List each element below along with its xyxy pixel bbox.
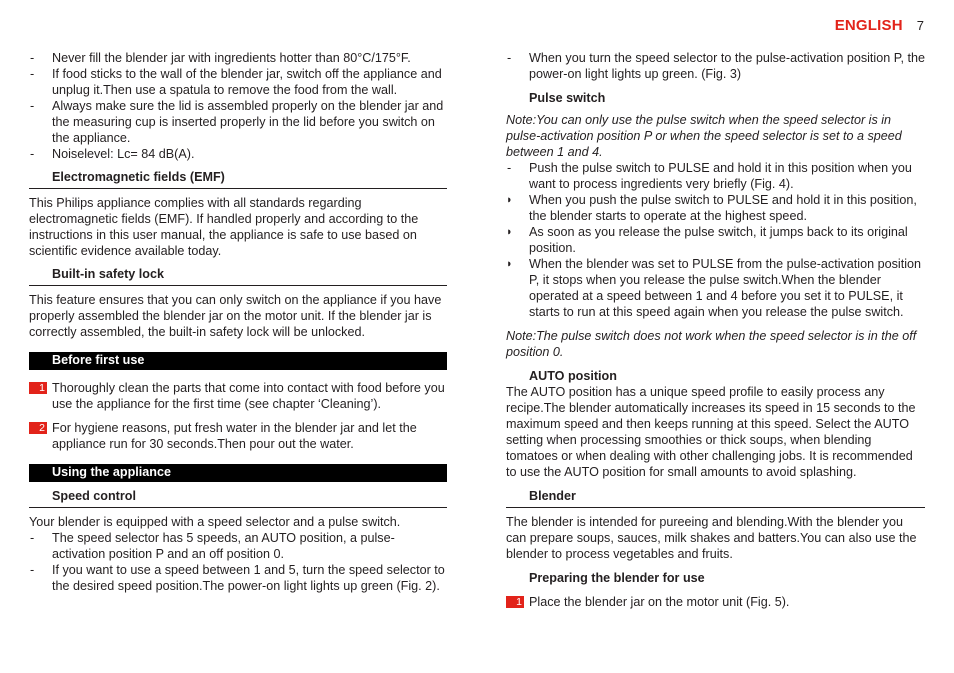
bullet-item [506, 224, 925, 256]
using-appliance-bar: Using the appliance [29, 464, 447, 482]
preparing-heading: Preparing the blender for use [529, 571, 705, 585]
page-header [835, 17, 924, 34]
step-number-badge: 1 [29, 382, 47, 394]
pulse-note: Note:You can only use the pulse switch when the speed selector is in pulse-activation position P or when the speed selector is set to a speed between 1 and 4. [506, 113, 902, 159]
speed-control-heading: Speed control [29, 488, 447, 508]
step-item [29, 380, 447, 412]
auto-position-heading: AUTO position [529, 369, 617, 383]
dash-item: - Always make sure the lid is assembled properly on the blender jar and the measuring cup is inserted properly in the lid before you switch on the appliance. [29, 98, 447, 146]
triangle-bullet-icon: ◗ [506, 258, 513, 270]
dash-item: - Push the pulse switch to PULSE and hold it in this position when you want to process ingredients very briefly (Fig. 4). [506, 160, 925, 192]
step-number-badge: 1 [506, 596, 524, 608]
step-item [29, 420, 447, 452]
triangle-bullet-icon: ◗ [506, 194, 513, 206]
dash-item: - Noiselevel: Lc= 84 dB(A). [29, 146, 447, 162]
safety-lock-paragraph: This feature ensures that you can only switch on the appliance if you have properly assembled the blender jar on the motor unit. If the blender jar is correctly assembled, the built-in safety lock will be unlocked. [29, 293, 442, 339]
safety-lock-heading: Built-in safety lock [29, 266, 447, 286]
page-number: 7 [916, 18, 924, 33]
dash-item: - If you want to use a speed between 1 and 5, turn the speed selector to the desired speed position.The power-on light lights up green (Fig. 2). [29, 562, 447, 594]
language-label: ENGLISH [834, 17, 903, 34]
bullet-text: When you push the pulse switch to PULSE and hold it in this position, the blender starts to operate at the highest speed. [529, 193, 917, 223]
speed-paragraph: Your blender is equipped with a speed selector and a pulse switch. [29, 515, 401, 529]
bullet-text: As soon as you release the pulse switch, it jumps back to its original position. [529, 225, 908, 255]
bullet-text: When the blender was set to PULSE from the pulse-activation position P, it stops when you release the pulse switch.When the blender operated at a speed between 1 and 4 before you set it to PULSE, it starts to run at this speed again when you release the pulse switch. [529, 257, 922, 319]
bullet-item [506, 192, 925, 224]
emf-heading: Electromagnetic fields (EMF) [29, 169, 447, 189]
step-text: Thoroughly clean the parts that come into contact with food before you use the appliance for the first time (see chapter ‘Cleaning’). [52, 381, 445, 411]
bullet-item [506, 256, 925, 320]
dash-item: - Never fill the blender jar with ingredients hotter than 80°C/175°F. [29, 50, 447, 66]
blender-heading: Blender [506, 488, 925, 508]
pulse-switch-heading: Pulse switch [529, 91, 606, 105]
pulse-note-2: Note:The pulse switch does not work when the speed selector is in the off position 0. [506, 329, 917, 359]
step-text: For hygiene reasons, put fresh water in the blender jar and let the appliance run for 30 seconds.Then pour out the water. [52, 421, 417, 451]
triangle-bullet-icon: ◗ [506, 226, 513, 238]
dash-item: - The speed selector has 5 speeds, an AUTO position, a pulse-activation position P and an off position 0. [29, 530, 447, 562]
dash-item: - When you turn the speed selector to the pulse-activation position P, the power-on light lights up green. (Fig. 3) [506, 50, 925, 82]
left-column [29, 50, 447, 594]
auto-paragraph: The AUTO position has a unique speed profile to easily process any recipe.The blender automatically increases its speed in 15 seconds to the maximum speed and then keeps running at this speed. Select the AUTO setting when processing smoothies or thick soups, when blending tomatoes or when dealing with other challenging jobs. It is recommended to use the AUTO position for small amounts to avoid splashing. [506, 385, 916, 479]
dash-item: - If food sticks to the wall of the blender jar, switch off the appliance and unplug it.Then use a spatula to remove the food from the wall. [29, 66, 447, 98]
right-column [506, 50, 925, 610]
step-text: Place the blender jar on the motor unit (Fig. 5). [529, 595, 790, 609]
step-item [506, 594, 925, 610]
before-first-use-bar: Before first use [29, 352, 447, 370]
blender-paragraph: The blender is intended for pureeing and blending.With the blender you can prepare soups, sauces, milk shakes and batters.You can also use the blender to process vegetables and fruits. [506, 515, 917, 561]
emf-paragraph: This Philips appliance complies with all standards regarding electromagnetic fields (EMF). If handled properly and according to the instructions in this user manual, the appliance is safe to use based on scientific evidence available today. [29, 196, 419, 258]
step-number-badge: 2 [29, 422, 47, 434]
